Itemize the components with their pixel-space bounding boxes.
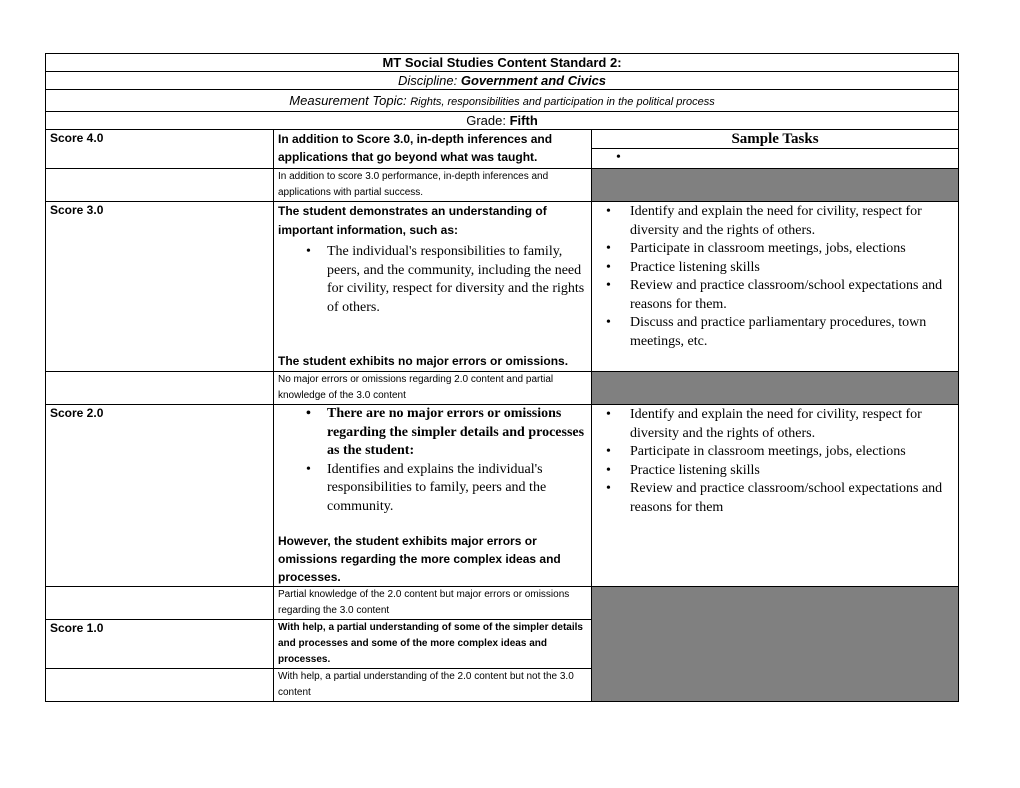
score-3-5-label (46, 169, 274, 202)
score-2-tasks-cell (592, 405, 959, 587)
score-2-task-item: • Practice listening skills (596, 462, 954, 481)
score-3-label: Score 3.0 (46, 202, 274, 372)
score-4-row (46, 130, 959, 169)
discipline-row (46, 72, 959, 90)
grade-value: Fifth (509, 113, 538, 128)
score-2-task-list (596, 406, 954, 517)
score-1-5-row (46, 587, 959, 620)
empty-bullet: • (616, 150, 621, 165)
score-2-description-cell (274, 405, 592, 587)
score-3-5-gray-cell (592, 169, 959, 202)
score-3-task-item: • Discuss and practice parliamentary procedures, town meetings, etc. (596, 314, 954, 351)
score-2-row (46, 405, 959, 587)
score-3-task-item: • Participate in classroom meetings, jobs, elections (596, 240, 954, 259)
score-2-5-gray-cell (592, 372, 959, 405)
score-1-5-description: Partial knowledge of the 2.0 content but major errors or omissions regarding the 3.0 content (274, 587, 592, 620)
score-3-bullets (278, 243, 587, 317)
grade-label: Grade: (466, 113, 506, 128)
lower-scores-gray-cell (592, 587, 959, 702)
score-2-footer: However, the student exhibits major errors or omissions regarding the more complex ideas and processes. (278, 534, 561, 584)
score-2-5-row (46, 372, 959, 405)
score-3-task-item: • Practice listening skills (596, 259, 954, 278)
score-3-intro: The student demonstrates an understanding of important information, such as: (278, 204, 547, 237)
score-3-bullet: • The individual's responsibilities to family, peers, and the community, including the need for civility, respect for diversity and the rights of others. (278, 243, 587, 317)
score-1-description: With help, a partial understanding of some of the simpler details and processes and some of the more complex ideas and processes. (274, 620, 592, 669)
score-2-label: Score 2.0 (46, 405, 274, 587)
score-4-description: In addition to Score 3.0, in-depth inferences and applications that go beyond what was taught. (274, 130, 592, 169)
discipline-label: Discipline: (397, 73, 458, 88)
topic-row (46, 90, 959, 112)
score-2-task-item: • Identify and explain the need for civility, respect for diversity and the rights of others. (596, 406, 954, 443)
score-3-footer: The student exhibits no major errors or omissions. (278, 354, 569, 368)
score-0-5-label (46, 669, 274, 702)
discipline-cell (46, 72, 959, 90)
score-3-tasks-cell (592, 202, 959, 372)
score-3-row (46, 202, 959, 372)
standard-title: MT Social Studies Content Standard 2: (46, 54, 959, 72)
scoring-rubric-table (45, 53, 959, 702)
score-1-label: Score 1.0 (46, 620, 274, 669)
score-3-task-list (596, 203, 954, 351)
grade-cell (46, 112, 959, 130)
title-row (46, 54, 959, 72)
grade-row (46, 112, 959, 130)
score-2-bullet: • Identifies and explains the individual's responsibilities to family, peers and the community. (278, 461, 587, 517)
discipline-value: Government and Civics (460, 73, 607, 88)
topic-label: Measurement Topic: (289, 93, 407, 108)
topic-value: Rights, responsibilities and participation in the political process (410, 96, 715, 108)
score-3-task-item: • Review and practice classroom/school expectations and reasons for them. (596, 277, 954, 314)
score-2-bullets (278, 405, 587, 516)
score-2-task-item: • Review and practice classroom/school expectations and reasons for them (596, 480, 954, 517)
score-2-5-label (46, 372, 274, 405)
score-0-5-description: With help, a partial understanding of the 2.0 content but not the 3.0 content (274, 669, 592, 702)
score-3-description-cell (274, 202, 592, 372)
score-3-task-item: • Identify and explain the need for civility, respect for diversity and the rights of others. (596, 203, 954, 240)
score-2-5-description: No major errors or omissions regarding 2.0 content and partial knowledge of the 3.0 content (274, 372, 592, 405)
score-1-5-label (46, 587, 274, 620)
score-3-5-row (46, 169, 959, 202)
score-3-5-description: In addition to score 3.0 performance, in-depth inferences and applications with partial success. (274, 169, 592, 202)
sample-tasks-title: Sample Tasks (592, 130, 958, 149)
score-2-task-item: • Participate in classroom meetings, jobs, elections (596, 443, 954, 462)
topic-cell (46, 90, 959, 112)
score-2-bullet: • There are no major errors or omissions regarding the simpler details and processes as the student: (278, 405, 587, 461)
score-4-label: Score 4.0 (46, 130, 274, 169)
sample-tasks-cell (592, 130, 959, 169)
